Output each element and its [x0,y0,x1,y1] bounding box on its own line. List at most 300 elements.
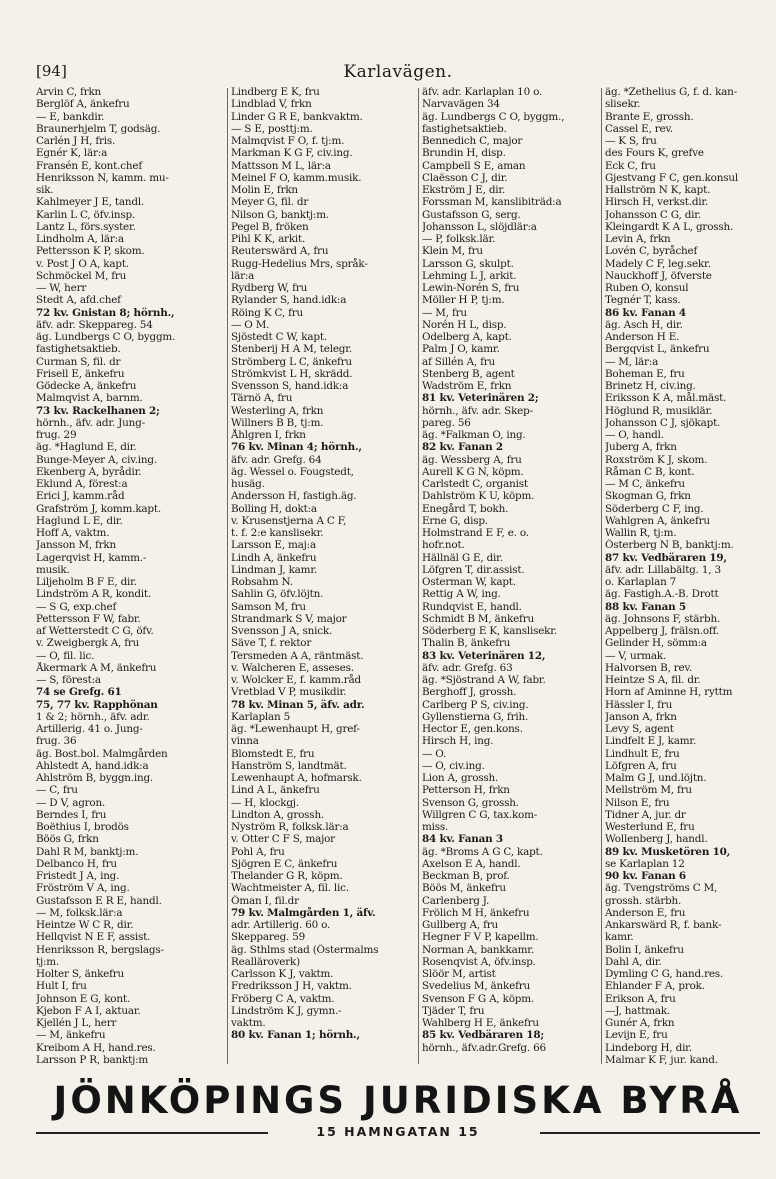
directory-entry: Lindman J, kamr. [231,563,318,576]
directory-entry: Lindholm A, lär:a [36,233,124,245]
directory-entry: Wahlgren A, änkefru [605,514,710,527]
directory-entry: Lindhult E, fru [605,747,680,760]
directory-entry: Strandmark S V, major [231,612,347,625]
directory-entry: Mattsson M L, lär:a [231,159,331,172]
directory-entry: Böös G, frkn [36,833,99,846]
directory-entry: Carlsson K J, vaktm. [231,968,334,980]
directory-entry: äg. *Haglund E, dir. [36,441,137,454]
directory-entry: Nilson G, banktj:m. [231,208,329,221]
directory-entry: Svedelius M, änkefru [422,980,530,993]
directory-entry: 82 kv. Fanan 2 [422,441,503,454]
directory-entry: Ehlander F A, prok. [605,980,705,993]
directory-entry: äg. Lundbergs C O, byggm. [36,331,176,343]
directory-entry: Hellqvist N E F, assist. [36,931,151,944]
directory-entry: Ekenberg A, byrådir. [36,465,142,478]
directory-entry: Klein M, fru [422,245,483,258]
directory-entry: — M, änkefru [36,1029,106,1042]
directory-entry: — S, förest:a [36,674,101,686]
directory-entry: äg. Tvengströms C M, [605,882,718,895]
directory-entry: äfv. adr. Skeppareg. 54 [36,318,153,331]
directory-entry: — V, urmak. [605,649,667,662]
directory-entry: Bergqvist L, änkefru [605,343,710,356]
directory-entry: Carlberg P S, civ.ing. [422,698,529,711]
directory-entry: Tärnö A, fru [231,392,293,405]
directory-entry: Malmqvist A, barnm. [36,392,143,405]
directory-entry: v. Walcheren E, asseses. [231,661,354,674]
directory-entry: Brinetz H, civ.ing. [605,380,696,392]
directory-entry: slisekr. [605,98,641,111]
directory-entry: Lindh A, änkefru [231,551,317,564]
directory-column-4 [605,86,770,1066]
directory-entry: Liljeholm B F E, dir. [36,576,137,588]
directory-entry: — C, fru [36,784,78,797]
directory-entry: Claësson C J, dir. [422,171,508,184]
directory-entry: Braunerhjelm T, godsäg. [36,122,161,135]
directory-entry: Realläroverk) [231,955,300,968]
page-header [36,62,760,84]
directory-entry: Ankarswärd R, f. bank- [605,919,722,931]
directory-entry: 87 kv. Vedbäraren 19, [605,551,727,564]
directory-entry: Carlstedt C, organist [422,478,528,490]
directory-entry: Erne G, disp. [422,514,488,527]
directory-entry: Hoff A, vaktm. [36,527,110,539]
directory-entry: Lantz L, förs.syster. [36,220,136,233]
directory-entry: frug. 36 [36,735,77,748]
directory-entry: Karlin L C, öfv.insp. [36,208,136,221]
directory-entry: Lewin-Norén S, fru [422,282,520,294]
directory-entry: Petterson H, frkn [422,784,510,797]
directory-entry: äg. Fastigh.A.-B. Drott [605,588,719,601]
directory-entry: 73 kv. Rackelhanen 2; [36,404,160,417]
directory-entry: Carlén J H, fris. [36,135,116,147]
directory-entry: Axelson E A, handl. [422,857,521,870]
directory-entry: Hässler I, fru [605,698,673,711]
directory-entry: — P, folksk.lär. [422,233,496,245]
directory-entry: Böös M, änkefru [422,882,506,895]
directory-entry: Arvin C, frkn [36,86,102,98]
directory-entry: Carlenberg J. [422,894,490,907]
directory-entry: Gjestvang F C, gen.konsul [605,171,738,184]
directory-entry: des Fours K, grefve [605,147,704,160]
directory-entry: kamr. [605,931,634,944]
directory-entry: 85 kv. Vedbäraren 18; [422,1029,545,1042]
directory-entry: Rosenqvist A, öfv.insp. [422,955,536,968]
directory-entry: Artillerig. 41 o. Jung- [36,723,143,735]
directory-entry: Erikson A, fru [605,992,676,1005]
directory-entry: äg. *Zethelius G, f. d. kan- [605,86,737,98]
directory-entry: 89 kv. Musketören 10, [605,845,731,858]
directory-entry: miss. [422,821,449,833]
directory-entry: Johansson L, slöjdlär:a [422,220,537,233]
directory-entry: Larsson E, maj:a [231,539,316,552]
directory-entry: Kjebon F A I, aktuar. [36,1004,141,1017]
directory-entry: Sahlin G, öfv.löjtn. [231,588,324,601]
directory-entry: — W, herr [36,282,87,294]
directory-entry: Roxström K J, skom. [605,453,708,466]
directory-entry: Lindfelt E J, kamr. [605,735,697,748]
directory-entry: Gelinder H, sömm:a [605,637,707,650]
directory-entry: Malmar K F, jur. kand. [605,1053,718,1066]
directory-entry: o. Karlaplan 7 [605,576,677,588]
directory-entry: Cassel E, rev. [605,122,674,135]
directory-entry: 81 kv. Veterinären 2; [422,392,539,405]
directory-entry: Appelberg J, frälsn.off. [605,625,719,637]
directory-entry: Meyer G, fil. dr [231,196,309,209]
directory-entry: äg. Wessberg A, fru [422,453,522,466]
directory-entry: Samson M, fru [231,600,306,613]
directory-entry: Hector E, gen.kons. [422,723,523,735]
directory-entry: Lehming L J, arkit. [422,269,517,282]
directory-entry: Kjellén J L, herr [36,1017,117,1029]
directory-entry: Hegner F V P, kapellm. [422,931,539,944]
directory-entry: Möller H P, tj:m. [422,294,505,307]
directory-entry: Strömberg L C, änkefru [231,355,352,368]
directory-entry: 75, 77 kv. Rapphönan [36,698,158,711]
advertisement-address-line [36,1125,760,1139]
directory-entry: Rugg-Hedelius Mrs, språk- [231,257,368,270]
directory-entry: äfv. adr. Grefg. 64 [231,453,322,466]
directory-entry: Röing K C, fru [231,306,304,319]
directory-column-3 [422,86,598,1066]
directory-column-2 [231,86,415,1066]
directory-entry: Lindström A R, kondit. [36,588,151,601]
directory-entry: Henriksson N, kamm. mu- [36,171,169,184]
directory-entry: — K S, fru [605,135,657,147]
directory-entry: Meinel F O, kamm.musik. [231,171,362,184]
directory-entry: äg. *Lewenhaupt H, gref- [231,723,360,735]
directory-entry: Fransén E, kont.chef [36,159,142,172]
directory-entry: Delbanco H, fru [36,857,117,870]
directory-column-1 [36,86,224,1066]
directory-entry: Robsahm N. [231,576,293,588]
directory-entry: Larsson G, skulpt. [422,257,514,270]
directory-entry: Söderberg C F, ing. [605,502,704,515]
directory-entry: t. f. 2:e kanslisekr. [231,527,324,539]
directory-entry: Malmqvist F O, f. tj:m. [231,135,345,147]
directory-entry: 78 kv. Minan 5, äfv. adr. [231,698,365,711]
directory-entry: — O, fil. lic. [36,649,95,662]
directory-entry: Pettersson F W, fabr. [36,612,141,625]
directory-entry: Holmstrand E F, e. o. [422,527,529,539]
directory-entry: Jansson M, frkn [36,539,117,552]
directory-entry: Johansson C G, dir. [605,208,702,221]
directory-entry: Vretblad V P, musikdir. [231,686,347,699]
directory-entry: Enegård T, bokh. [422,502,509,515]
directory-entry: Hirsch H, verkst.dir. [605,196,709,209]
directory-entry: Bunge-Meyer A, civ.ing. [36,453,157,466]
directory-entry: Gunér A, frkn [605,1017,675,1029]
directory-entry: v. Otter C F S, major [231,833,335,846]
directory-entry: Boëthius I, brodös [36,821,129,833]
directory-entry: Henriksson R, bergslags- [36,943,164,956]
directory-entry: Rydberg W, fru [231,282,308,294]
directory-entry: Stenberg B, agent [422,367,515,380]
directory-entry: äg. Wessel o. Fougstedt, [231,465,354,478]
directory-entry: Markman K G F, civ.ing. [231,147,353,160]
directory-entry: 72 kv. Gnistan 8; hörnh., [36,306,175,319]
directory-entry: Frisell E, änkefru [36,367,125,380]
directory-entry: Skogman G, frkn [605,490,691,503]
directory-entry: Lion A, grossh. [422,772,499,784]
directory-entry: v. Wolcker E, f. kamm.råd [231,674,361,686]
directory-entry: husäg. [231,478,265,490]
directory-entry: Frölich M H, änkefru [422,906,530,919]
directory-entry: tj:m. [36,955,60,968]
directory-entry: äg. *Broms A G C, kapt. [422,845,543,858]
directory-entry: Malm G J, und.löjtn. [605,772,707,784]
directory-entry: adr. Artillerig. 60 o. [231,919,331,931]
directory-entry: Lindton A, grossh. [231,808,325,821]
directory-entry: Schmidt B M, änkefru [422,612,534,625]
directory-entry: Horn af Aminne H, ryttm [605,686,733,699]
directory-entry: sik. [36,184,54,196]
directory-entry: Lagerqvist H, kamm.- [36,551,147,564]
directory-entry: — E, bankdir. [36,110,105,123]
directory-entry: Heintze S A, fil. dr. [605,674,701,686]
directory-entry: 83 kv. Veterinären 12, [422,649,546,662]
directory-entry: äfv. adr. Lillabältg. 1, 3 [605,563,721,576]
directory-entry: Andersson H, fastigh.äg. [231,490,357,503]
directory-entry: 74 se Grefg. 61 [36,686,122,699]
directory-entry: äfv. adr. Grefg. 63 [422,661,513,674]
directory-entry: Brundin H, disp. [422,147,506,160]
directory-entry: Dymling C G, hand.res. [605,968,724,980]
directory-entry: Campbell S E, aman [422,159,526,172]
directory-entry: Blomstedt E, fru [231,747,315,760]
directory-entry: Gustafsson E R E, handl. [36,894,162,907]
directory-entry: Wahlberg H E, änkefru [422,1017,539,1029]
directory-entry: lär:a [231,269,255,282]
directory-entry: — O, handl. [605,429,664,441]
directory-entry: Berglöf A, änkefru [36,98,130,111]
directory-entry: Reuterswärd A, fru [231,245,329,258]
directory-entry: Grafström J, komm.kapt. [36,502,161,515]
directory-entry: hörnh., äfv.adr.Grefg. 66 [422,1041,546,1054]
directory-entry: Svensson S, hand.idk:a [231,380,349,392]
directory-entry: Hällnäl G E, dir. [422,551,503,564]
directory-entry: Kahlmeyer J E, tandl. [36,196,145,209]
directory-entry: Wadström E, frkn [422,380,512,392]
directory-entry: 86 kv. Fanan 4 [605,306,686,319]
directory-entry: Dahl R M, banktj:m. [36,845,139,858]
directory-entry: Sjögren E C, änkefru [231,857,338,870]
directory-entry: — M C, änkefru [605,478,685,490]
directory-entry: äg. Asch H, dir. [605,318,683,331]
directory-entry: Willgren C G, tax.kom- [422,808,538,821]
directory-entry: frug. 29 [36,429,77,441]
directory-entry: Larsson P R, banktj:m [36,1053,149,1066]
directory-entry: Öman I, fil.dr [231,894,299,907]
directory-entry: Svenson G, grossh. [422,796,519,809]
advertisement-address: 15 HAMNGATAN 15 [316,1124,480,1139]
directory-entry: Lewenhaupt A, hofmarsk. [231,772,362,784]
directory-entry: Molin E, frkn [231,184,298,196]
directory-entry: Forssman M, kanslibiträd:a [422,196,562,209]
directory-entry: Fristedt J A, ing. [36,870,120,882]
directory-entry: Rundqvist E, handl. [422,600,522,613]
directory-entry: Strömkvist L H, skrädd. [231,367,353,380]
directory-entry: 88 kv. Fanan 5 [605,600,686,613]
directory-entry: Tersmeden A A, räntmäst. [231,649,364,662]
directory-entry: äg. *Falkman O, ing. [422,429,526,441]
directory-entry: Tjäder T, fru [422,1004,485,1017]
directory-entry: Willners B B, tj:m. [231,416,324,429]
directory-entry: Lindström K J, gymn.- [231,1004,342,1017]
directory-entry: Pihl K K, arkit. [231,233,306,245]
directory-entry: Lindberg E K, fru [231,86,320,98]
directory-entry: Levin A, frkn [605,233,671,245]
directory-entry: Wachtmeister A, fil. lic. [231,882,349,895]
directory-entry: Linder G R E, bankvaktm. [231,110,363,123]
directory-entry: — S G, exp.chef [36,600,117,613]
directory-entry: Stedt A, afd.chef [36,294,121,307]
directory-entry: Westerling A, frkn [231,404,324,417]
directory-entry: — M, fru [422,306,467,319]
directory-entry: fastighetsaktieb. [36,343,121,356]
directory-entry: — M, lär:a [605,355,659,368]
directory-entry: Levijn E, fru [605,1029,668,1042]
directory-entry: af Wetterstedt C G, öfv. [36,625,154,637]
directory-entry: — O M. [231,318,270,331]
directory-entry: äg. Lundbergs C O, byggm., [422,110,565,123]
directory-entry: Ruben O, konsul [605,282,689,294]
street-heading: Karlavägen. [343,62,453,82]
directory-entry: Stenberij H A M, telegr. [231,343,352,356]
directory-entry: se Karlaplan 12 [605,857,685,870]
directory-entry: Dahl A, dir. [605,955,662,968]
directory-entry: Anderson H E. [605,331,680,343]
directory-entry: Svensson J A, snick. [231,625,333,637]
directory-entry: — M, folksk.lär:a [36,906,123,919]
directory-entry: Narvavägen 34 [422,98,500,111]
directory-entry: Juberg A, frkn [605,441,677,454]
directory-entry: Janson A, frkn [605,710,677,723]
directory-entry: 80 kv. Fanan 1; hörnh., [231,1029,360,1042]
directory-entry: Fröström V A, ing. [36,882,130,895]
directory-entry: Säve T, f. rektor [231,637,312,650]
directory-entry: Aurell K G N, köpm. [422,465,524,478]
directory-entry: Skeppareg. 59 [231,931,306,944]
directory-entry: Hallström N K, kapt. [605,184,711,196]
directory-entry: Holter S, änkefru [36,968,125,980]
directory-entry: Tegnér T, kass. [605,294,681,307]
directory-entry: Beckman B, prof. [422,870,510,882]
directory-entry: — S E, posttj:m. [231,122,313,135]
directory-entry: Madely C F, leg.sekr. [605,257,711,270]
directory-entry: — O. [422,747,447,760]
directory-entry: — O, civ.ing. [422,759,485,772]
directory-entry: Lind A L, änkefru [231,784,320,797]
directory-entry: 76 kv. Minan 4; hörnh., [231,441,362,454]
directory-entry: Rettig A W, ing. [422,588,501,601]
directory-entry: Nilson E, fru [605,796,670,809]
directory-entry: vinna [231,735,259,748]
directory-entry: Nauckhoff J, öfverste [605,269,712,282]
directory-entry: Löfgren A, fru [605,759,677,772]
directory-entry: äfv. adr. Karlaplan 10 o. [422,86,543,98]
directory-entry: Österberg N B, banktj:m. [605,539,734,552]
directory-entry: Osterman W, kapt. [422,576,516,588]
directory-entry: Norén H L, disp. [422,318,507,331]
directory-entry: pareg. 56 [422,416,471,429]
directory-entry: Lovén C, byråchef [605,245,698,258]
directory-entry: v. Zweigbergk A, fru [36,637,140,650]
directory-entry: v. Krusenstjerna A C F, [231,514,347,527]
directory-entry: Wollenberg J, handl. [605,833,708,846]
directory-entry: Berndes I, fru [36,808,107,821]
directory-entry: Ahlstedt A, hand.idk:a [36,759,149,772]
directory-entry: — D V, agron. [36,796,106,809]
directory-entry: hofr.not. [422,539,465,552]
directory-entry: Gustafsson G, serg. [422,208,521,221]
directory-entry: Hanström S, landtmät. [231,759,347,772]
directory-entry: hörnh., äfv. adr. Skep- [422,404,533,417]
directory-entry: Curman S, fil. dr [36,355,121,368]
directory-entry: Lindeborg H, dir. [605,1041,692,1054]
directory-entry: vaktm. [231,1017,266,1029]
directory-entry: Bolling H, dokt:a [231,502,317,515]
directory-entry: äg. *Sjöstrand A W, fabr. [422,674,546,686]
directory-entry: Gyllenstierna G, frih. [422,710,529,723]
directory-entry: Löfgren T, dir.assist. [422,563,525,576]
directory-entry: Levy S, agent [605,723,674,735]
directory-entry: Kleingardt K A L, grossh. [605,220,734,233]
directory-entry: Tidner A, jur. dr [605,808,686,821]
directory-entry: Svenson F G A, köpm. [422,992,534,1005]
directory-entry: Kreibom A H, hand.res. [36,1041,156,1054]
directory-entry: Schmöckel M, fru [36,269,127,282]
directory-entry: Söderberg E K, kanslisekr. [422,625,557,637]
directory-entry: Eriksson K A, mål.mäst. [605,392,727,405]
directory-entry: Berghoff J, grossh. [422,686,517,699]
directory-entry: Wallin R, tj:m. [605,527,677,539]
directory-entry: äg. Sthlms stad (Östermalms [231,943,379,956]
directory-entry: Mellström M, fru [605,784,692,797]
directory-entry: äg. Johnsons F, stärbh. [605,612,721,625]
directory-entry: fastighetsaktieb. [422,122,507,135]
directory-entry: Bolin I, änkefru [605,943,684,956]
directory-entry: hörnh., äfv. adr. Jung- [36,416,145,429]
directory-entry: af Sillén A, fru [422,355,495,368]
directory-entry: Odelberg A, kapt. [422,331,512,343]
directory-entry: Thelander G R, köpm. [231,870,343,882]
directory-entry: Palm J O, kamr. [422,343,500,356]
directory-entry: Råman C B, kont. [605,465,695,478]
directory-entry: Johnson E G, kont. [36,992,130,1005]
directory-entry: Dahlström K U, köpm. [422,490,535,503]
advertisement-name: JÖNKÖPINGS JURIDISKA BYRÅ [53,1079,743,1122]
directory-entry: Åkermark A M, änkefru [36,661,157,674]
directory-entry: v. Post J O A, kapt. [36,257,129,270]
directory-entry: musik. [36,563,70,576]
directory-entry: Hult I, fru [36,980,87,993]
directory-entry: Sjöstedt C W, kapt. [231,331,327,343]
directory-entry: — H, klockgj. [231,796,299,809]
directory-entry: Ekström J E, dir. [422,184,506,196]
directory-entry: Ahlström B, byggn.ing. [36,772,154,784]
directory-entry: Westerlund E, fru [605,821,695,833]
directory-entry: Bennedich C, major [422,135,523,147]
directory-entry: Thalin B, änkefru [422,637,511,650]
directory-entry: Pohl A, fru [231,845,285,858]
directory-entry: 79 kv. Malmgården 1, äfv. [231,906,376,919]
directory-entry: Heintze W C R, dir. [36,919,134,931]
directory-entry: Fröberg C A, vaktm. [231,992,335,1005]
directory-entry: Gullberg A, fru [422,919,498,931]
directory-entry: Erici J, kamm.råd [36,490,125,503]
directory-entry: Eck C, fru [605,159,656,172]
directory-columns [36,86,766,1066]
